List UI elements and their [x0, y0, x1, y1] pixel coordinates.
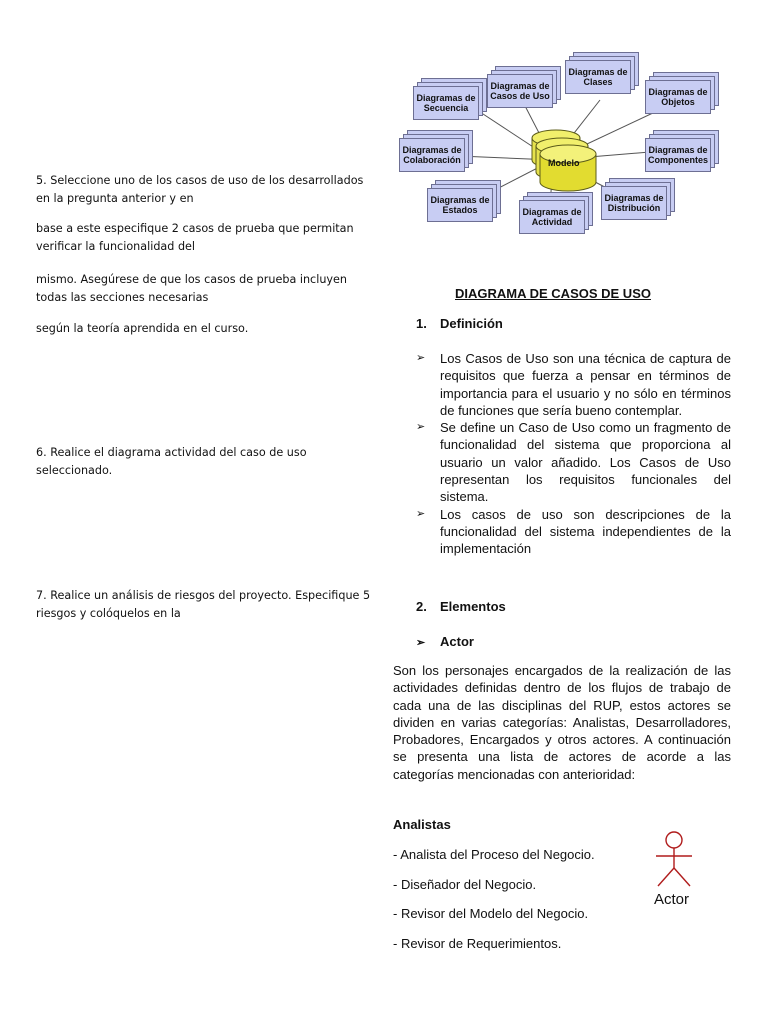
heading-actor: ➢ Actor [416, 634, 474, 649]
arrow-bullet-icon: ➢ [416, 421, 426, 434]
diagram-box-clases: Diagramas de Clases [565, 52, 637, 92]
heading-definicion: 1. Definición [416, 316, 503, 331]
list-item: - Revisor de Requerimientos. [393, 936, 562, 951]
heading-elementos: 2. Elementos [416, 599, 506, 614]
question-5-line-4: según la teoría aprendida en el curso. [36, 322, 249, 335]
list-item: - Analista del Proceso del Negocio. [393, 847, 595, 862]
bullet-item: ➢ Los Casos de Uso son una técnica de captura de requisitos que fuerza a pensar en términos de importancia para el usuario y no sólo en términos de funciones que sería bueno contemplar. [416, 351, 731, 418]
question-5-line-3: mismo. Asegúrese de que los casos de prueba incluyen todas las secciones necesarias [36, 273, 347, 304]
bullet-item: ➢ Se define un Caso de Uso como un fragmento de funcionalidad del sistema que proporciona al usuario un valor añadido. Los Casos de Uso representan los requisitos funcionales del sistema. [416, 420, 731, 505]
diagram-box-actividad: Diagramas de Actividad [519, 192, 591, 232]
diagram-box-distribucion: Diagramas de Distribución [601, 178, 673, 218]
section-title: DIAGRAMA DE CASOS DE USO [455, 286, 651, 301]
diagram-box-casos-de-uso: Diagramas de Casos de Uso [487, 66, 559, 106]
question-6: 6. Realice el diagrama actividad del caso de uso seleccionado. [36, 446, 307, 477]
question-5-line-2: base a este especifique 2 casos de prueba que permitan verificar la funcionalidad del [36, 222, 354, 253]
uml-diagrams-figure [395, 50, 735, 250]
actor-label: Actor [654, 891, 690, 908]
diagram-box-objetos: Diagramas de Objetos [645, 72, 717, 112]
heading-number: 1. [416, 316, 427, 331]
heading-number: 2. [416, 599, 427, 614]
bullet-item: ➢ Los casos de uso son descripciones de la funcionalidad del sistema independientes de la implementación [416, 506, 731, 557]
model-label: Modelo [548, 158, 580, 168]
arrow-bullet-icon: ➢ [416, 637, 426, 649]
list-item: - Revisor del Modelo del Negocio. [393, 906, 589, 921]
diagram-box-componentes: Diagramas de Componentes [645, 130, 717, 170]
heading-analistas: Analistas [393, 817, 451, 832]
question-5-line-1: 5. Seleccione uno de los casos de uso de los desarrollados en la pregunta anterior y en [36, 174, 364, 205]
actor-paragraph: Son los personajes encargados de la realización de las actividades definidas dentro de los flujos de trabajo de cada una de las disciplinas del RUP, estos actores se dividen en varias categorías: Analistas, Desarrolladores, Probadores, Encargados y otros actores. A continuación se presenta una lista de actores de acorde a las categorías mencionadas con anterioridad: [393, 663, 731, 782]
diagram-box-estados: Diagramas de Estados [427, 180, 499, 220]
arrow-bullet-icon: ➢ [416, 507, 426, 520]
diagram-box-colaboracion: Diagramas de Colaboración [399, 130, 471, 170]
arrow-bullet-icon: ➢ [416, 352, 426, 364]
list-item: - Diseñador del Negocio. [393, 877, 537, 892]
diagram-box-secuencia: Diagramas de Secuencia [413, 78, 485, 118]
definition-bullets [416, 350, 731, 558]
question-7: 7. Realice un análisis de riesgos del proyecto. Especifique 5 riesgos y colóquelos en la [36, 589, 371, 620]
